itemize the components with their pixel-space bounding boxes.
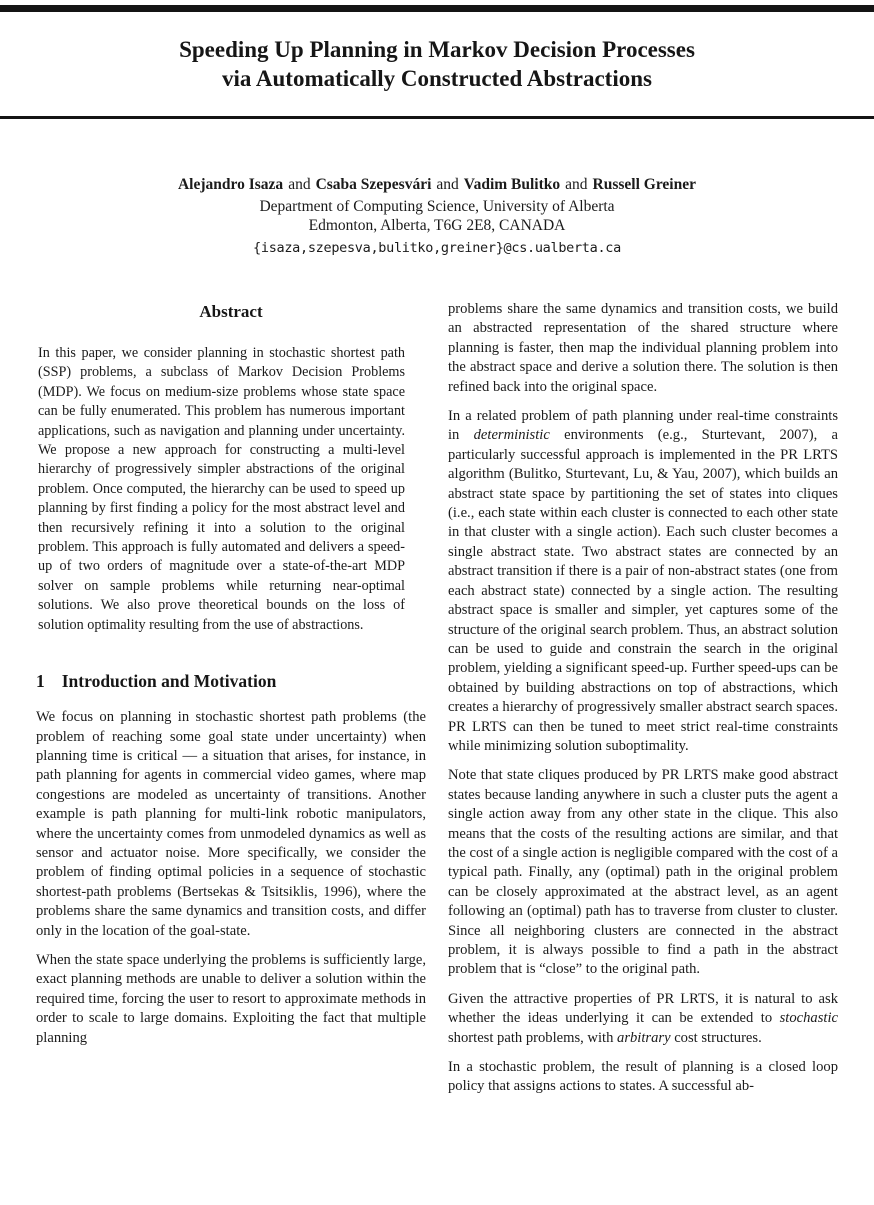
section-number: 1 [36,671,45,692]
right-column [448,300,838,1097]
author-name-4: Russell Greiner [592,176,696,193]
left-column [36,300,426,1048]
right-paragraph-5: In a stochastic problem, the result of planning is a closed loop policy that assigns actions to states. A successful ab- [448,1059,838,1095]
abstract-heading: Abstract [199,302,263,321]
title-divider-rule [0,116,874,119]
two-column-body [0,300,874,1097]
author-name-3: Vadim Bulitko [463,176,561,193]
intro-paragraph-2: When the state space underlying the problems is sufficiently large, exact planning methods are unable to deliver a solution within the required time, forcing the user to resort to approximate methods in order to scale to large domains. Exploiting the fact that multiple planning [36,951,426,1046]
email: {isaza,szepesva,bulitko,greiner}@cs.ualberta.ca [253,240,621,256]
section-1-heading [36,671,426,692]
affiliation: Department of Computing Science, University of Alberta [259,198,615,215]
top-rule [0,5,874,12]
italic-term-arbitrary: arbitrary [617,1029,671,1046]
right-paragraph-2 [448,407,838,756]
right-paragraph-4 [448,990,838,1048]
section-title: Introduction and Motivation [61,671,277,692]
paragraph-text: In a related problem of path planning under real-time constraints in [448,408,838,444]
authors-block [0,175,874,258]
right-paragraph-3: Note that state cliques produced by PR LRTS make good abstract states because landing anywhere in such a cluster puts the agent a single action away from any other state in the clique. This also means that the costs of the resulting actions are similar, and that the cost of a single action is negligible compared with the cost of a typical path. Finally, any (optimal) path in the original problem can be closely approximated at the abstract level, as an agent following an (optimal) path has to traverse from cluster to cluster. Since all neighboring clusters are connected in the abstract problem, it is always possible to find a path in the abstract problem that is “close” to the original path. [448,767,838,978]
paragraph-text: Given the attractive properties of PR LRTS, it is natural to ask whether the ideas underlying it can be extended to [448,990,838,1027]
intro-paragraph-1: We focus on planning in stochastic shortest path problems (the problem of reaching some goal state under uncertainty) when planning time is critical — a situation that arises, for instance, in path planning for agents in commercial video games, where map congestions are modeled as uncertainty of transitions. Another example is path planning for multi-link robotic manipulators, where the uncertainty comes from unmodeled dynamics as well as sensor and actuator noise. More specifically, we consider the problem of finding optimal policies in a sequence of stochastic shortest-path problems (Bertsekas & Tsitsiklis, 1996), where the problems share the same dynamics and transition costs, and differ only in the location of the goal-state. [36,709,426,939]
paragraph-text: environments (e.g., Sturtevant, 2007), a particularly successful approach is implemented in the PR LRTS algorithm (Bulitko, Sturtevant, Lu, & Yau, 2007), which builds an abstract state space by partitioning the set of states into cliques (i.e., each state within each cluster is connected to each other state in that cluster with a single action). Each such cluster becomes a single abstract state. Two abstract states are connected by an abstract transition if there is a pair of non-abstract states (one from each abstract state) connected by a single action. The resulting abstract space is smaller and simpler, yet captures some of the structure of the original search problem. Thus, an abstract solution can be used to guide and constrain the search in the original problem, yielding a significant speed-up. Further speed-ups can be obtained by building abstractions on top of abstractions, which creates a hierarchy of progressively smaller abstract search spaces. PR LRTS can then be tuned to meet strict real-time constraints while minimizing solution suboptimality. [448,427,838,754]
paragraph-text: cost structures. [670,1029,762,1046]
and-separator: and [565,176,588,193]
paper-title [0,35,874,93]
abstract-text: In this paper, we consider planning in stochastic shortest path (SSP) problems, a subclass of Markov Decision Problems (MDP). We focus on medium-size problems whose state space can be fully enumerated. This problem has numerous important applications, such as navigation and planning under uncertainty. We propose a new approach for constructing a multi-level hierarchy of progressively simpler abstractions of the original problem. Once computed, the hierarchy can be used to speed up planning by first finding a policy for the most abstract level and then recursively refining it into a solution to the original problem. This approach is fully automated and delivers a speed-up of two orders of magnitude over a state-of-the-art MDP solver on sample problems while returning near-optimal solutions. We also prove theoretical bounds on the loss of solution optimality resulting from the use of abstractions. [38,345,405,633]
right-paragraph-1: problems share the same dynamics and transition costs, we build an abstracted representation of the shared structure where planning is faster, then map the individual planning problem into the abstract space and derive a solution there. The solution is then refined back into the original space. [448,301,838,395]
authors-line [0,175,874,194]
italic-term-deterministic: deterministic [473,427,550,444]
italic-term-stochastic: stochastic [779,1010,838,1027]
paper-title-line-2: via Automatically Constructed Abstractions [222,66,652,91]
address: Edmonton, Alberta, T6G 2E8, CANADA [308,217,566,234]
and-separator: and [288,176,311,193]
author-name-2: Csaba Szepesvári [315,176,432,193]
and-separator: and [436,176,459,193]
paragraph-text: shortest path problems, with [448,1029,618,1046]
author-name-1: Alejandro Isaza [177,176,284,193]
paper-title-line-1: Speeding Up Planning in Markov Decision Processes [179,37,695,62]
